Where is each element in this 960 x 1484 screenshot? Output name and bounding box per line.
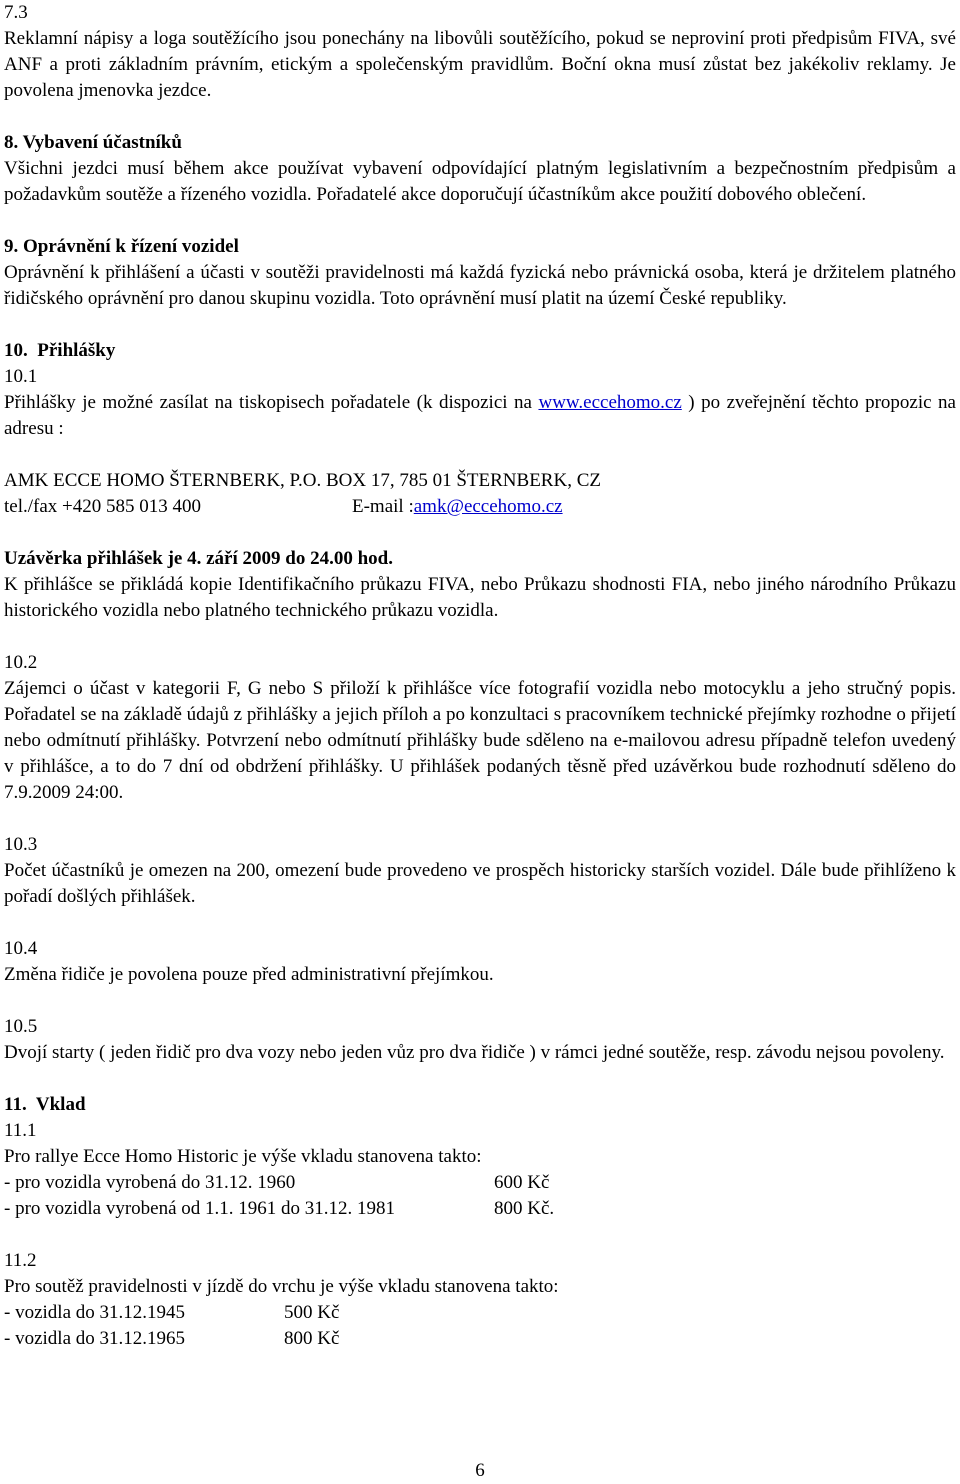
- attachment-text: K přihlášce se přikládá kopie Identifikačního průkazu FIVA, nebo Průkazu shodnosti FIA, nebo jiného národního Průkazu historického vozidla nebo platného technického průkazu vozidla.: [4, 574, 956, 621]
- fee-row: [4, 1196, 956, 1222]
- fee-label: - pro vozidla vyrobená od 1.1. 1961 do 31.12. 1981: [4, 1198, 396, 1219]
- document-page: [4, 0, 956, 1352]
- fee-value: 600 Kč: [494, 1172, 550, 1193]
- section-number: 10.3: [4, 834, 38, 855]
- fee-label: - vozidla do 31.12.1945: [4, 1302, 186, 1323]
- fee-value: 800 Kč.: [494, 1198, 555, 1219]
- section-10-heading: [4, 338, 956, 364]
- fee-value: 500 Kč: [284, 1302, 340, 1323]
- section-number: 10.4: [4, 938, 38, 959]
- section-10-2-text: Zájemci o účast v kategorii F, G nebo S přiloží k přihlášce více fotografií vozidla nebo motocyklu a jeho stručný popis. Pořadatel se na základě údajů z přihlášky a jejich příloh a po konzultaci s pracovníkem technické přejímky rozhodne o přijetí nebo odmítnutí přihlášky. Potvrzení nebo odmítnutí přihlášky bude sděleno na e-mailovou adresu případně telefon uvedený v přihlášce, a to do 7 dní od obdržení přihlášky. U přihlášek podaných těsně před uzávěrkou bude rozhodnutí sděleno do 7.9.2009 24:00.: [4, 678, 956, 803]
- section-9-text: Oprávnění k přihlášení a účasti v soutěži pravidelnosti má každá fyzická nebo právnická osoba, která je držitelem platného řidičského oprávnění pro danou skupinu vozidla. Toto oprávnění musí platit na území České republiky.: [4, 262, 956, 309]
- fee-value: 800 Kč: [284, 1328, 340, 1349]
- section-number: 10.1: [4, 366, 38, 387]
- fee-row: [4, 1170, 956, 1196]
- section-title: Vklad: [35, 1094, 86, 1115]
- section-title: Přihlášky: [37, 340, 116, 361]
- section-8-text: Všichni jezdci musí během akce používat vybavení odpovídající platným legislativním a bezpečnostním předpisům a požadavkům soutěže a řízeného vozidla. Pořadatelé akce doporučují účastníkům akce použití dobového oblečení.: [4, 158, 956, 205]
- address-line: AMK ECCE HOMO ŠTERNBERK, P.O. BOX 17, 785 01 ŠTERNBERK, CZ: [4, 470, 601, 491]
- fee-row: [4, 1300, 956, 1326]
- section-11-heading: [4, 1092, 956, 1118]
- section-number: 10.5: [4, 1016, 38, 1037]
- section-title: Oprávnění k řízení vozidel: [23, 236, 239, 257]
- section-number: 11.1: [4, 1120, 37, 1141]
- fee-label: - vozidla do 31.12.1965: [4, 1328, 186, 1349]
- section-10-4-text: Změna řidiče je povolena pouze před administrativní přejímkou.: [4, 964, 494, 985]
- website-link[interactable]: www.eccehomo.cz: [538, 392, 682, 413]
- section-7-3-text: Reklamní nápisy a loga soutěžícího jsou ponechány na libovůli soutěžícího, pokud se neproviní proti předpisům FIVA, své ANF a proti základním právním, etickým a společenským pravidlům. Boční okna musí zůstat bez jakékoliv reklamy. Je povolena jmenovka jezdce.: [4, 28, 956, 101]
- section-number: 11.: [4, 1094, 27, 1115]
- section-number: 7.3: [4, 2, 28, 23]
- deadline-text: Uzávěrka přihlášek je 4. září 2009 do 24.00 hod.: [4, 548, 393, 569]
- fee-label: - pro vozidla vyrobená do 31.12. 1960: [4, 1172, 296, 1193]
- text-fragment: Přihlášky je možné zasílat na tiskopisech pořadatele (k dispozici na: [4, 392, 539, 413]
- fee-row: [4, 1326, 956, 1352]
- phone-fax: tel./fax +420 585 013 400: [4, 496, 201, 517]
- section-11-2-intro: Pro soutěž pravidelnosti v jízdě do vrchu je výše vkladu stanovena takto:: [4, 1276, 559, 1297]
- section-10-5-text: Dvojí starty ( jeden řidič pro dva vozy nebo jeden vůz pro dva řidiče ) v rámci jedné soutěže, resp. závodu nejsou povoleny.: [4, 1042, 945, 1063]
- page-number: 6: [475, 1460, 485, 1481]
- section-number: 10.2: [4, 652, 38, 673]
- text-fragment: ) po zveřejnění těchto propozic na adresu :: [4, 392, 956, 439]
- section-number: 10.: [4, 340, 28, 361]
- section-number: 11.2: [4, 1250, 37, 1271]
- section-9-heading: [4, 234, 956, 260]
- email-label: E-mail :: [352, 496, 414, 517]
- contact-line: [4, 494, 956, 520]
- section-11-1-intro: Pro rallye Ecce Homo Historic je výše vkladu stanovena takto:: [4, 1146, 482, 1167]
- email-link[interactable]: amk@eccehomo.cz: [413, 496, 563, 517]
- section-10-1-text: [4, 390, 956, 442]
- section-10-3-text: Počet účastníků je omezen na 200, omezení bude provedeno ve prospěch historicky starších vozidel. Dále bude přihlíženo k pořadí došlých přihlášek.: [4, 860, 956, 907]
- section-8-heading: [4, 130, 956, 156]
- section-number: 8.: [4, 132, 19, 153]
- section-number: 9.: [4, 236, 19, 257]
- section-title: Vybavení účastníků: [22, 132, 182, 153]
